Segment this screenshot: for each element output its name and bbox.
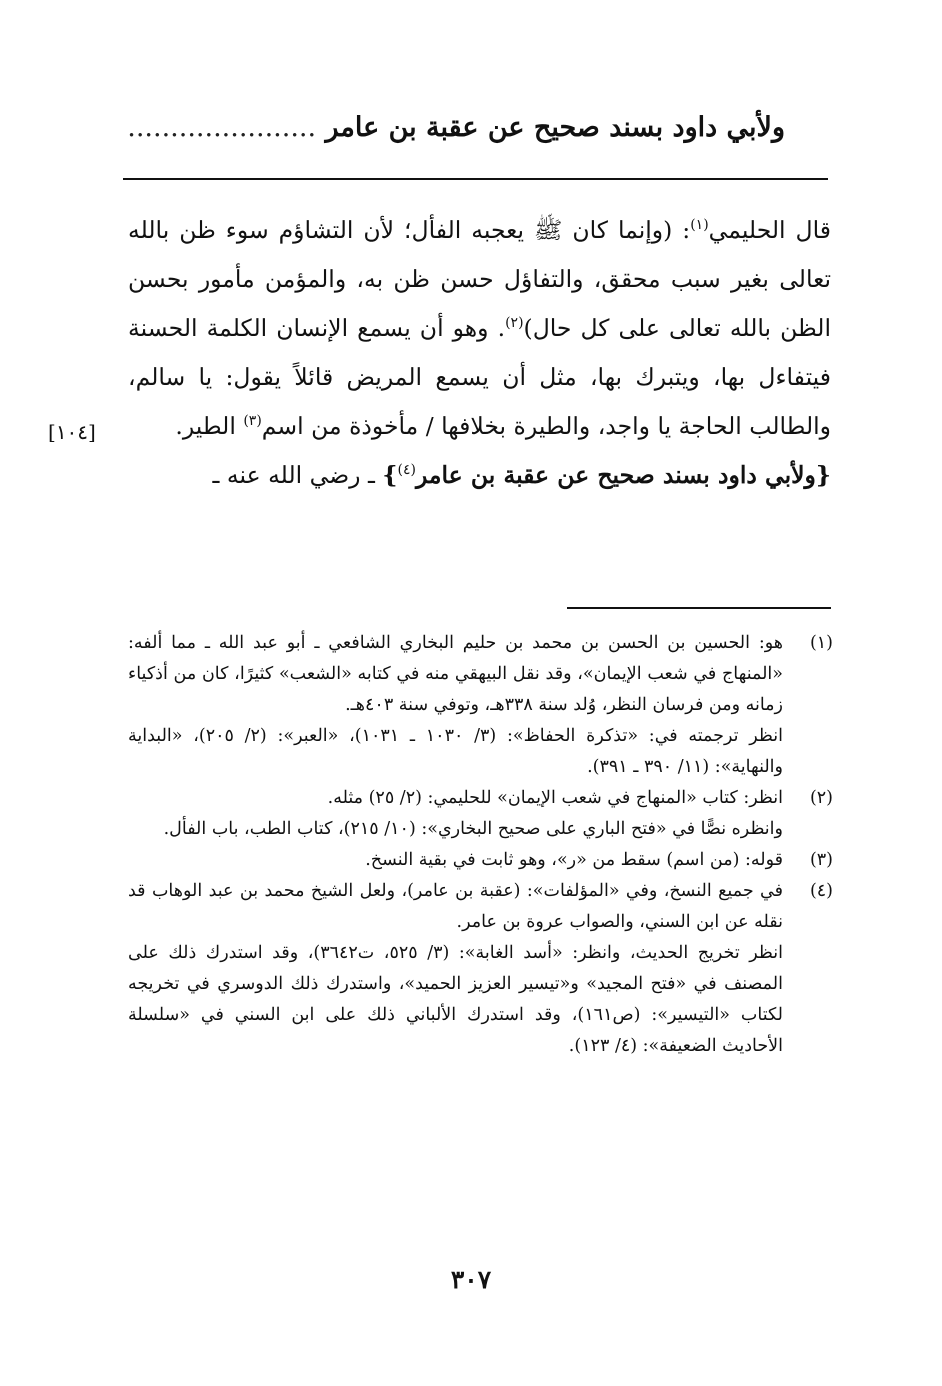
footnote bbox=[128, 845, 833, 876]
footnote-ref-1: (١) bbox=[690, 217, 709, 234]
margin-page-reference: [١٠٤] bbox=[48, 420, 96, 444]
footnote-line: قوله: (من اسم) سقط من «ر»، وهو ثابت في بقية النسخ. bbox=[365, 850, 783, 870]
footnote-number: (١) bbox=[809, 633, 833, 653]
footnote-line: انظر ترجمته في: «تذكرة الحفاظ»: (٣/ ١٠٣٠ ـ ١٠٣١)، «العبر»: (٢/ ٢٠٥)، «البداية والنهاية»: (١١/ ٣٩٠ ـ ٣٩١). bbox=[128, 726, 783, 777]
text-run: ـ رضي الله عنه ـ bbox=[212, 461, 383, 489]
footnote-line: انظر: كتاب «المنهاج في شعب الإيمان» للحليمي: (٢/ ٢٥) مثله. bbox=[327, 788, 783, 808]
footnote-line: هو: الحسين بن الحسن بن محمد بن حليم البخاري الشافعي ـ أبو عبد الله ـ مما ألفه: «المنهاج في شعب الإيمان»، وقد نقل البيهقي منه في كتابه «الشعب» كثيرًا، كان من أذكياء زمانه ومن فرسان النظر، وُلد سنة ٣٣٨هـ، وتوفي سنة ٤٠٣هـ. bbox=[128, 633, 783, 715]
running-header bbox=[120, 108, 785, 148]
main-text bbox=[128, 206, 831, 500]
footnote-number: (٤) bbox=[809, 881, 833, 901]
footnote bbox=[128, 876, 833, 1062]
footnote bbox=[128, 628, 833, 783]
footnote-separator bbox=[567, 607, 831, 609]
footnote-ref-2: (٢) bbox=[505, 315, 524, 332]
footnote-text bbox=[128, 845, 783, 876]
main-paragraph-1 bbox=[128, 206, 831, 451]
running-header-title: ولأبي داود بسند صحيح عن عقبة بن عامر bbox=[325, 112, 785, 143]
page-number: ٣٠٧ bbox=[450, 1265, 492, 1294]
footnote-text bbox=[128, 876, 783, 1062]
hadith-heading-close-brace: } bbox=[382, 461, 398, 489]
footnote-text bbox=[128, 628, 783, 783]
footnote bbox=[128, 783, 833, 845]
text-run: : (وإنما كان ﷺ يعجبه الفأل؛ لأن التشاؤم سوء ظن بالله تعالى بغير سبب محقق، والتفاؤل حسن ظن به، والمؤمن مأمور بحسن الظن بالله تعالى على كل حال) bbox=[128, 216, 831, 342]
footnotes bbox=[128, 628, 833, 1062]
footnote-number: (٢) bbox=[809, 788, 833, 808]
text-run: الطير. bbox=[175, 412, 244, 440]
footnote-line: وانظره نصًّا في «فتح الباري على صحيح البخاري»: (١٠/ ٢١٥)، كتاب الطب، باب الفأل. bbox=[163, 819, 783, 839]
header-rule bbox=[123, 178, 828, 180]
footnote-ref-4: (٤) bbox=[397, 462, 416, 479]
text-run: . وهو أن يسمع الإنسان الكلمة الحسنة فيتفاءل بها، ويتبرك بها، مثل أن يسمع المريض قائلاً يقول: يا سالم، والطالب الحاجة يا واجد، والطيرة بخلافها / مأخوذة من اسم bbox=[128, 314, 831, 440]
main-paragraph-2 bbox=[128, 451, 831, 500]
hadith-heading: {ولأبي داود بسند صحيح عن عقبة بن عامر bbox=[415, 461, 831, 489]
running-header-dot-leader: ...................... bbox=[127, 112, 317, 143]
text-run: قال الحليمي bbox=[708, 216, 832, 244]
footnote-text bbox=[128, 783, 783, 845]
footnote-line: انظر تخريج الحديث، وانظر: «أسد الغابة»: (٣/ ٥٢٥، ت٣٦٤٢)، وقد استدرك ذلك على المصنف في «فتح المجيد» و«تيسير العزيز الحميد»، واستدرك ذلك الدوسري في تخريجه لكتاب «التيسير»: (ص١٦١)، وقد استدرك الألباني ذلك على ابن السني في «سلسلة الأحاديث الضعيفة»: (٤/ ١٢٣). bbox=[128, 943, 784, 1056]
footnote-line: في جميع النسخ، وفي «المؤلفات»: (عقبة بن عامر)، ولعل الشيخ محمد بن عبد الوهاب قد نقله عن ابن السني، والصواب عروة بن عامر. bbox=[128, 881, 783, 932]
footnote-ref-3: (٣) bbox=[243, 413, 262, 430]
footnote-number: (٣) bbox=[809, 850, 833, 870]
